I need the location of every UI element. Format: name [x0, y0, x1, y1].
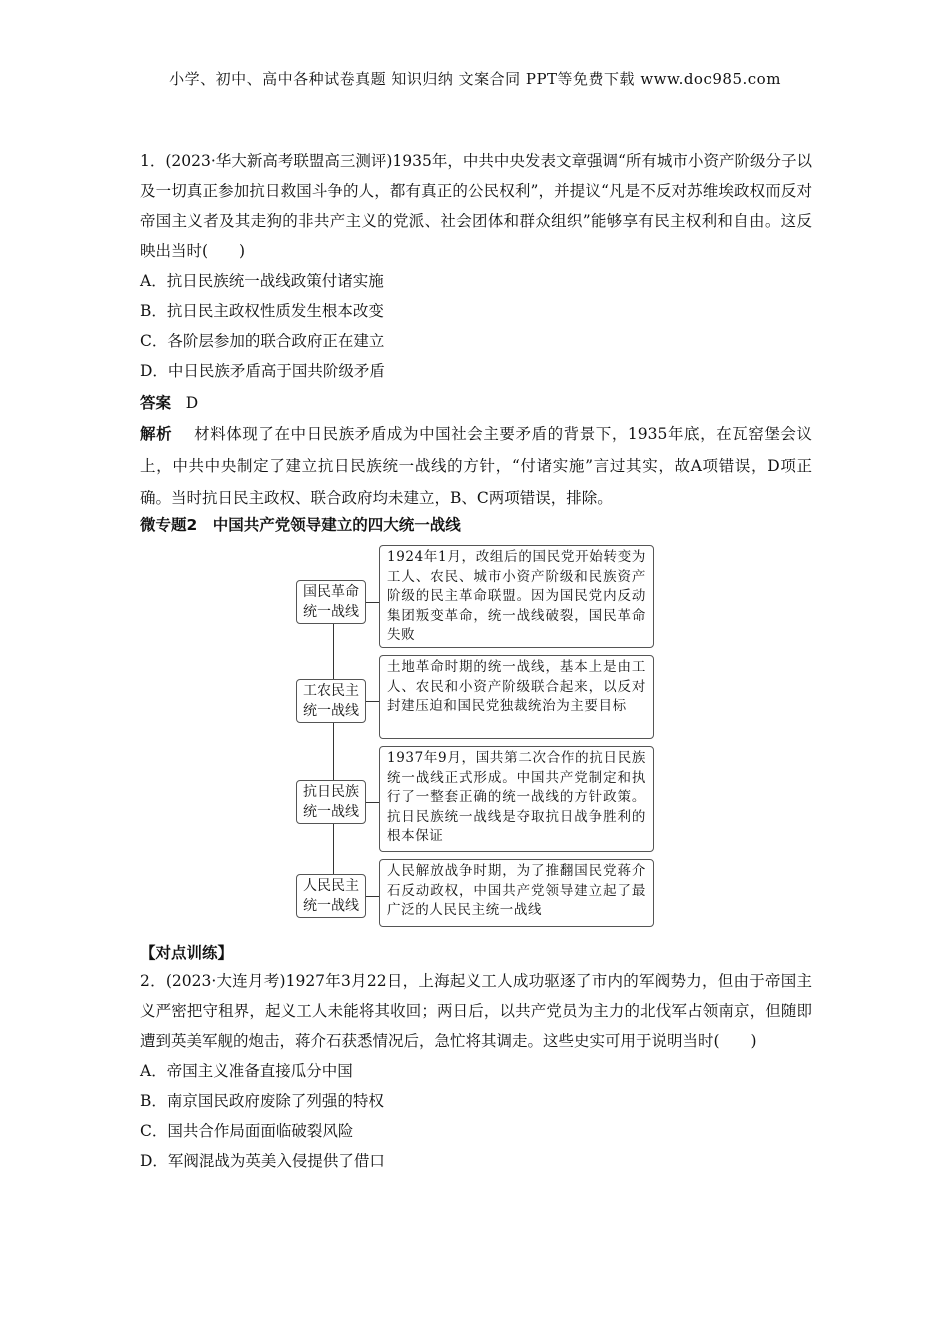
question-1-answer	[140, 388, 198, 418]
question-2-option-b: B．南京国民政府废除了列强的特权	[140, 1092, 384, 1110]
diagram-connector-4	[366, 896, 379, 897]
diagram-spine	[333, 601, 334, 897]
diagram-label-4: 人民民主统一战线	[296, 874, 366, 918]
diagram-box-3: 1937年9月，国共第二次合作的抗日民族统一战线正式形成。中国共产党制定和执行了一整套正确的统一战线的方针政策。抗日民族统一战线是夺取抗日战争胜利的根本保证	[379, 746, 654, 852]
diagram-connector-3	[366, 802, 379, 803]
diagram-box-2: 土地革命时期的统一战线，基本上是由工人、农民和小资产阶级联合起来，以反对封建压迫和国民党独裁统治为主要目标	[379, 655, 654, 739]
question-2-stem: 2．(2023·大连月考)1927年3月22日，上海起义工人成功驱逐了市内的军阀势力，但由于帝国主义严密把守租界，起义工人未能将其收回；两日后，以共产党员为主力的北伐军占领南京，但随即遭到英美军舰的炮击，蒋介石获悉情况后，急忙将其调走。这些史实可用于说明当时( )	[140, 972, 812, 1050]
diagram-label-2: 工农民主统一战线	[296, 679, 366, 723]
question-1-option-a: A．抗日民族统一战线政策付诸实施	[140, 272, 384, 290]
question-2-option-a: A．帝国主义准备直接瓜分中国	[140, 1062, 353, 1080]
diagram-connector-2	[366, 701, 379, 702]
section-title: 微专题2 中国共产党领导建立的四大统一战线	[140, 516, 461, 534]
analysis-label: 解析	[140, 425, 173, 443]
diagram-label-3: 抗日民族统一战线	[296, 780, 366, 824]
diagram-label-1: 国民革命统一战线	[296, 580, 366, 624]
question-2-option-d: D．军阀混战为英美入侵提供了借口	[140, 1152, 385, 1170]
question-1-option-c: C．各阶层参加的联合政府正在建立	[140, 332, 385, 350]
question-1-analysis	[140, 418, 812, 514]
question-2-option-c: C．国共合作局面面临破裂风险	[140, 1122, 354, 1140]
united-front-diagram	[296, 545, 658, 929]
answer-label: 答案	[140, 394, 172, 412]
question-1-option-b: B．抗日民主政权性质发生根本改变	[140, 302, 384, 320]
question-1-stem: 1．(2023·华大新高考联盟高三测评)1935年，中共中央发表文章强调“所有城市小资产阶级分子以及一切真正参加抗日救国斗争的人，都有真正的公民权利”，并提议“凡是不反对苏维埃政权而反对帝国主义者及其走狗的非共产主义的党派、社会团体和群众组织”能够享有民主权利和自由。这反映出当时( )	[140, 152, 812, 260]
diagram-box-1: 1924年1月，改组后的国民党开始转变为工人、农民、城市小资产阶级和民族资产阶级的民主革命联盟。因为国民党内反动集团叛变革命，统一战线破裂，国民革命失败	[379, 545, 654, 648]
page-header: 小学、初中、高中各种试卷真题 知识归纳 文案合同 PPT等免费下载 www.doc985.com	[169, 70, 781, 88]
analysis-text: 材料体现了在中日民族矛盾成为中国社会主要矛盾的背景下，1935年底，在瓦窑堡会议上，中共中央制定了建立抗日民族统一战线的方针，“付诸实施”言过其实，故A项错误，D项正确。当时抗日民主政权、联合政府均未建立，B、C两项错误，排除。	[140, 425, 812, 507]
drill-title: 【对点训练】	[140, 944, 234, 962]
diagram-box-4: 人民解放战争时期，为了推翻国民党蒋介石反动政权，中国共产党领导建立起了最广泛的人民民主统一战线	[379, 859, 654, 927]
question-1	[140, 146, 812, 386]
question-2	[140, 966, 812, 1176]
answer-value: D	[185, 394, 199, 412]
question-1-option-d: D．中日民族矛盾高于国共阶级矛盾	[140, 362, 385, 380]
diagram-connector-1	[366, 602, 379, 603]
